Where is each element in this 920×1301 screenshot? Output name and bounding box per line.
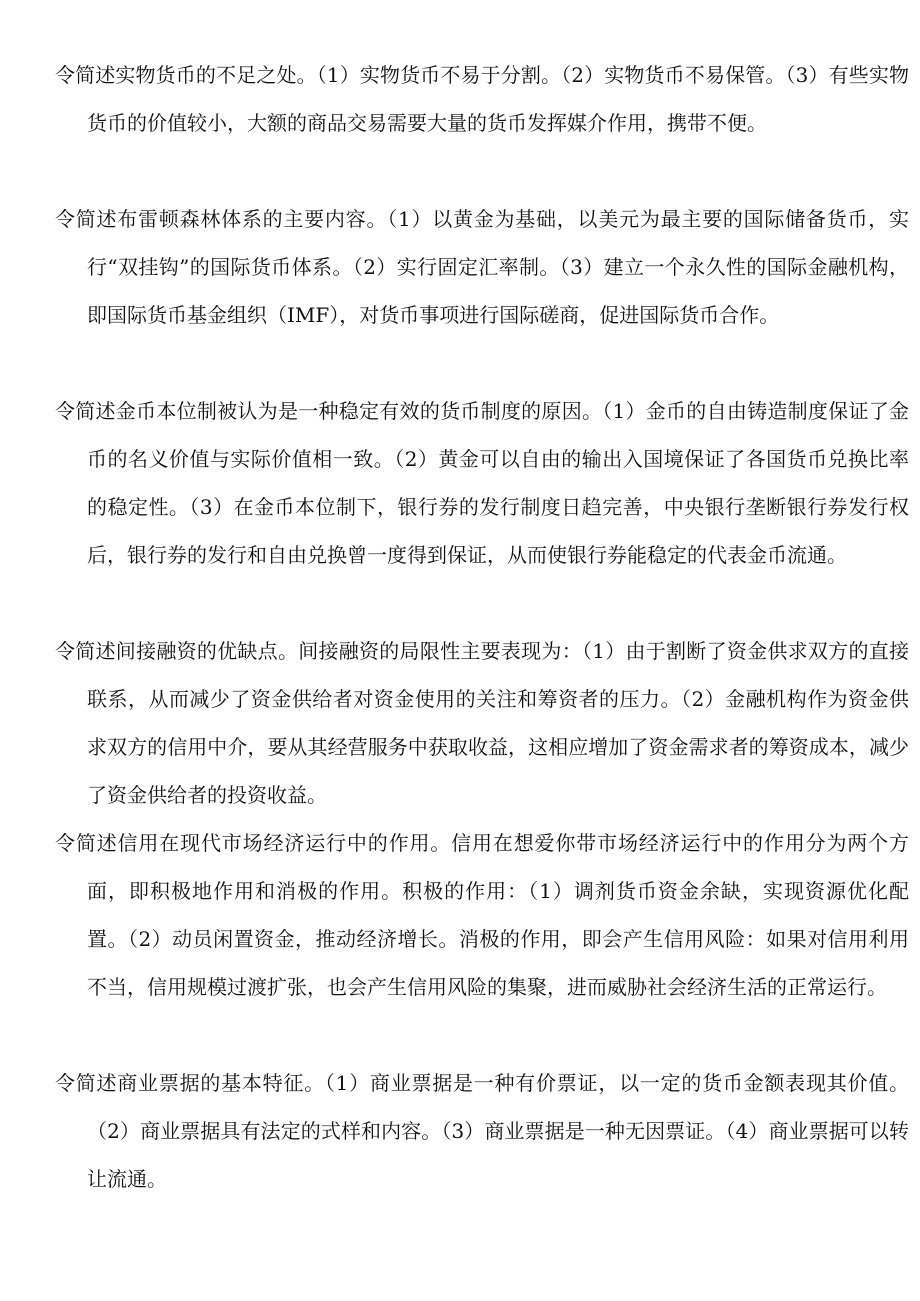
paragraph-indirect-financing: 令简述间接融资的优缺点。间接融资的局限性主要表现为：（1）由于割断了资金供求双方的直接联系，从而减少了资金供给者对资金使用的关注和筹资者的压力。（2）金融机构作为资金供求双方的信用中介，要从其经营服务中获取收益，这相应增加了资金需求者的筹资成本，减少了资金供给者的投资收益。 xyxy=(55,639,909,807)
paragraph-credit-role: 令简述信用在现代市场经济运行中的作用。信用在想爱你带市场经济运行中的作用分为两个方面，即积极地作用和消极的作用。积极的作用：（1）调剂货币资金余缺，实现资源优化配置。（2）动员闲置资金，推动经济增长。消极的作用，即会产生信用风险：如果对信用利用不当，信用规模过渡扩张，也会产生信用风险的集聚，进而威胁社会经济生活的正常运行。 xyxy=(55,831,909,999)
paragraph-physical-money-shortcomings: 令简述实物货币的不足之处。（1）实物货币不易于分割。（2）实物货币不易保管。（3）有些实物货币的价值较小，大额的商品交易需要大量的货币发挥媒介作用，携带不便。 xyxy=(55,63,909,135)
paragraph-bretton-woods-system: 令简述布雷顿森林体系的主要内容。（1）以黄金为基础，以美元为最主要的国际储备货币，实行“双挂钩”的国际货币体系。（2）实行固定汇率制。（3）建立一个永久性的国际金融机构，即国际货币基金组织（IMF），对货币事项进行国际磋商，促进国际货币合作。 xyxy=(55,207,909,327)
paragraph-gold-coin-standard: 令简述金币本位制被认为是一种稳定有效的货币制度的原因。（1）金币的自由铸造制度保证了金币的名义价值与实际价值相一致。（2）黄金可以自由的输出入国境保证了各国货币兑换比率的稳定性。（3）在金币本位制下，银行券的发行制度日趋完善，中央银行垄断银行券发行权后，银行券的发行和自由兑换曾一度得到保证，从而使银行券能稳定的代表金币流通。 xyxy=(55,399,909,567)
paragraph-commercial-paper: 令简述商业票据的基本特征。（1）商业票据是一种有价票证，以一定的货币金额表现其价值。（2）商业票据具有法定的式样和内容。（3）商业票据是一种无因票证。（4）商业票据可以转让流通。 xyxy=(55,1071,909,1191)
